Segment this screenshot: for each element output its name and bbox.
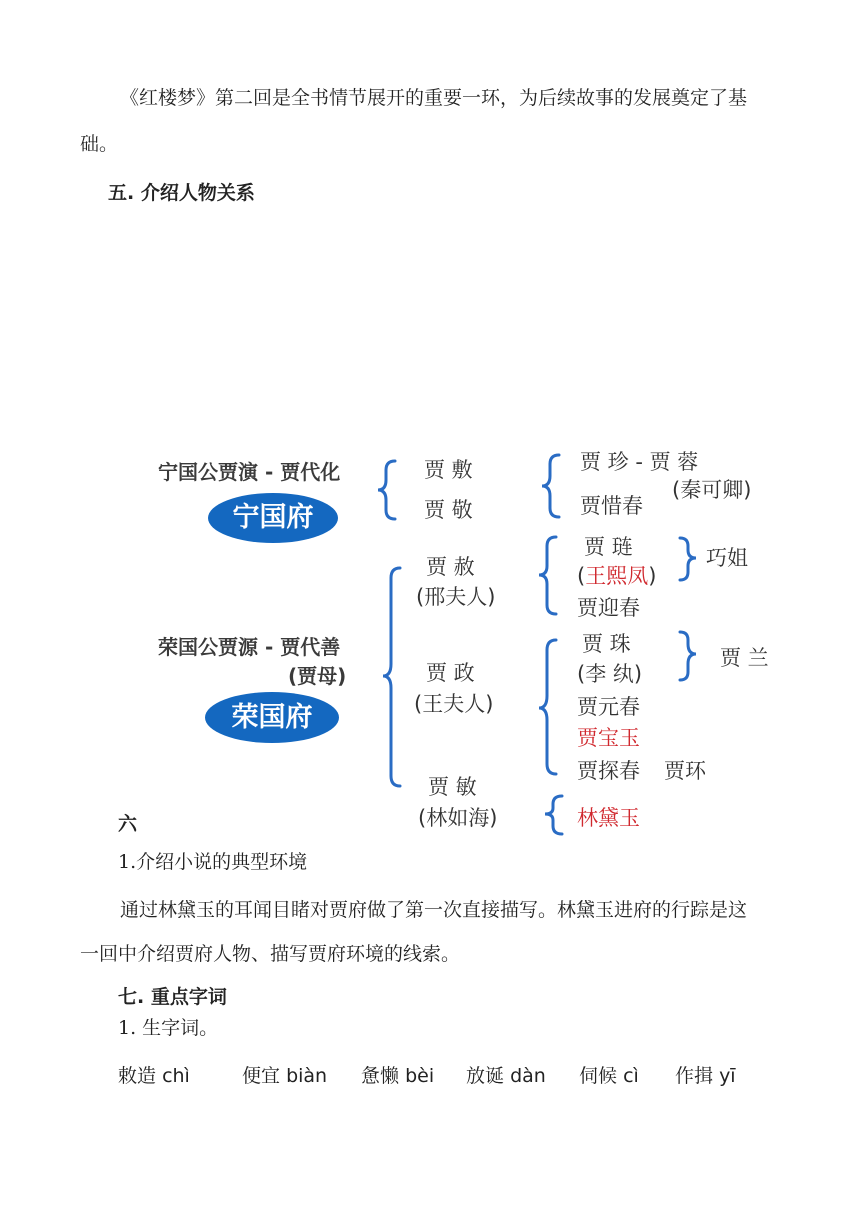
ningguo-fu-oval: 宁国府: [208, 493, 338, 543]
ning-ancestor-label: 宁国公贾演 - 贾代化: [158, 460, 341, 484]
ning-son-jiajing: 贾 敬: [424, 498, 473, 522]
rong-linruhai: (林如海): [418, 806, 498, 830]
rong-qiaojie: 巧姐: [706, 546, 748, 570]
ning-qinkeqing: (秦可卿): [672, 478, 752, 502]
vocab-pinyin: cì: [623, 1065, 639, 1087]
ning-jiaxichun: 贾惜春: [580, 494, 643, 518]
section-6-item-1: 1.介绍小说的典型环境: [118, 851, 308, 873]
ning-son-jiafu: 贾 敷: [424, 458, 473, 482]
vocab-item: [579, 1061, 639, 1088]
section-6-para-line-1: 通过林黛玉的耳闻目睹对贾府做了第一次直接描写。林黛玉进府的行踪是这: [120, 899, 748, 921]
vocab-item: [242, 1061, 327, 1088]
vocab-pinyin: dàn: [510, 1065, 546, 1087]
vocab-pinyin: chì: [162, 1065, 190, 1087]
rong-lindaiyu: 林黛玉: [577, 806, 640, 830]
vocab-word: 便宜: [242, 1065, 281, 1087]
rongguo-fu-oval: 荣国府: [205, 692, 339, 743]
rong-jiabaoyu: 贾宝玉: [577, 726, 640, 750]
brace-lan: [680, 632, 696, 680]
brace-ning-gen3: [542, 455, 559, 517]
rong-jiazheng: 贾 政: [426, 661, 475, 685]
brace-she-children: [539, 537, 556, 614]
brace-rong-sons: [383, 568, 400, 786]
ning-jiazhen-jiarong: 贾 珍 - 贾 蓉: [580, 450, 699, 474]
rong-jiahuan: 贾环: [664, 759, 706, 783]
brace-qiaojie: [680, 538, 696, 580]
rong-wangxifeng-wrap: (王熙凤): [577, 564, 657, 588]
brace-zheng-children: [539, 640, 556, 774]
rong-jiamin: 贾 敏: [428, 775, 477, 799]
rong-wangxifeng: 王熙凤: [585, 564, 649, 588]
vocab-word: 敕造: [118, 1065, 157, 1087]
vocab-word: 伺候: [579, 1065, 618, 1087]
section-5-heading: 五. 介绍人物关系: [108, 182, 255, 204]
rong-xingfuren: (邢夫人): [416, 585, 496, 609]
vocab-word: 作揖: [675, 1065, 714, 1087]
rong-jiashe: 贾 赦: [426, 555, 475, 579]
section-6-heading: 六: [118, 813, 138, 835]
intro-line-1: 《红楼梦》第二回是全书情节展开的重要一环，为后续故事的发展奠定了基: [120, 87, 748, 109]
vocab-word: 惫懒: [361, 1065, 400, 1087]
section-6-heading-clip: [118, 813, 138, 835]
vocab-item: [466, 1061, 546, 1088]
vocab-item: [361, 1061, 434, 1088]
vocab-item: [118, 1061, 190, 1088]
brace-min-child: [545, 796, 562, 834]
section-6-para-line-2: 一回中介绍贾府人物、描写贾府环境的线索。: [80, 943, 461, 965]
rong-jiamu: (贾母): [288, 664, 347, 688]
rong-jiatanchun: 贾探春: [577, 759, 640, 783]
vocab-pinyin: biàn: [286, 1065, 328, 1087]
rong-wangfuren: (王夫人): [414, 692, 494, 716]
vocab-word: 放诞: [466, 1065, 505, 1087]
intro-line-2: 础。: [80, 133, 119, 155]
rong-jialan: 贾 兰: [720, 646, 769, 670]
section-7-heading: 七. 重点字词: [118, 986, 227, 1008]
vocab-pinyin: bèi: [405, 1065, 435, 1087]
vocab-pinyin: yī: [719, 1065, 736, 1087]
rong-ancestor-label: 荣国公贾源 - 贾代善: [158, 635, 341, 659]
brace-ning-sons: [378, 461, 395, 519]
rong-jiayingchun: 贾迎春: [577, 596, 640, 620]
rong-jiazhu: 贾 珠: [582, 632, 631, 656]
rong-liwan: (李 纨): [577, 662, 643, 686]
vocab-item: [675, 1061, 736, 1088]
rong-jiayuanchun: 贾元春: [577, 695, 640, 719]
section-7-item-1: 1. 生字词。: [118, 1017, 219, 1039]
rong-jialian: 贾 琏: [584, 535, 633, 559]
